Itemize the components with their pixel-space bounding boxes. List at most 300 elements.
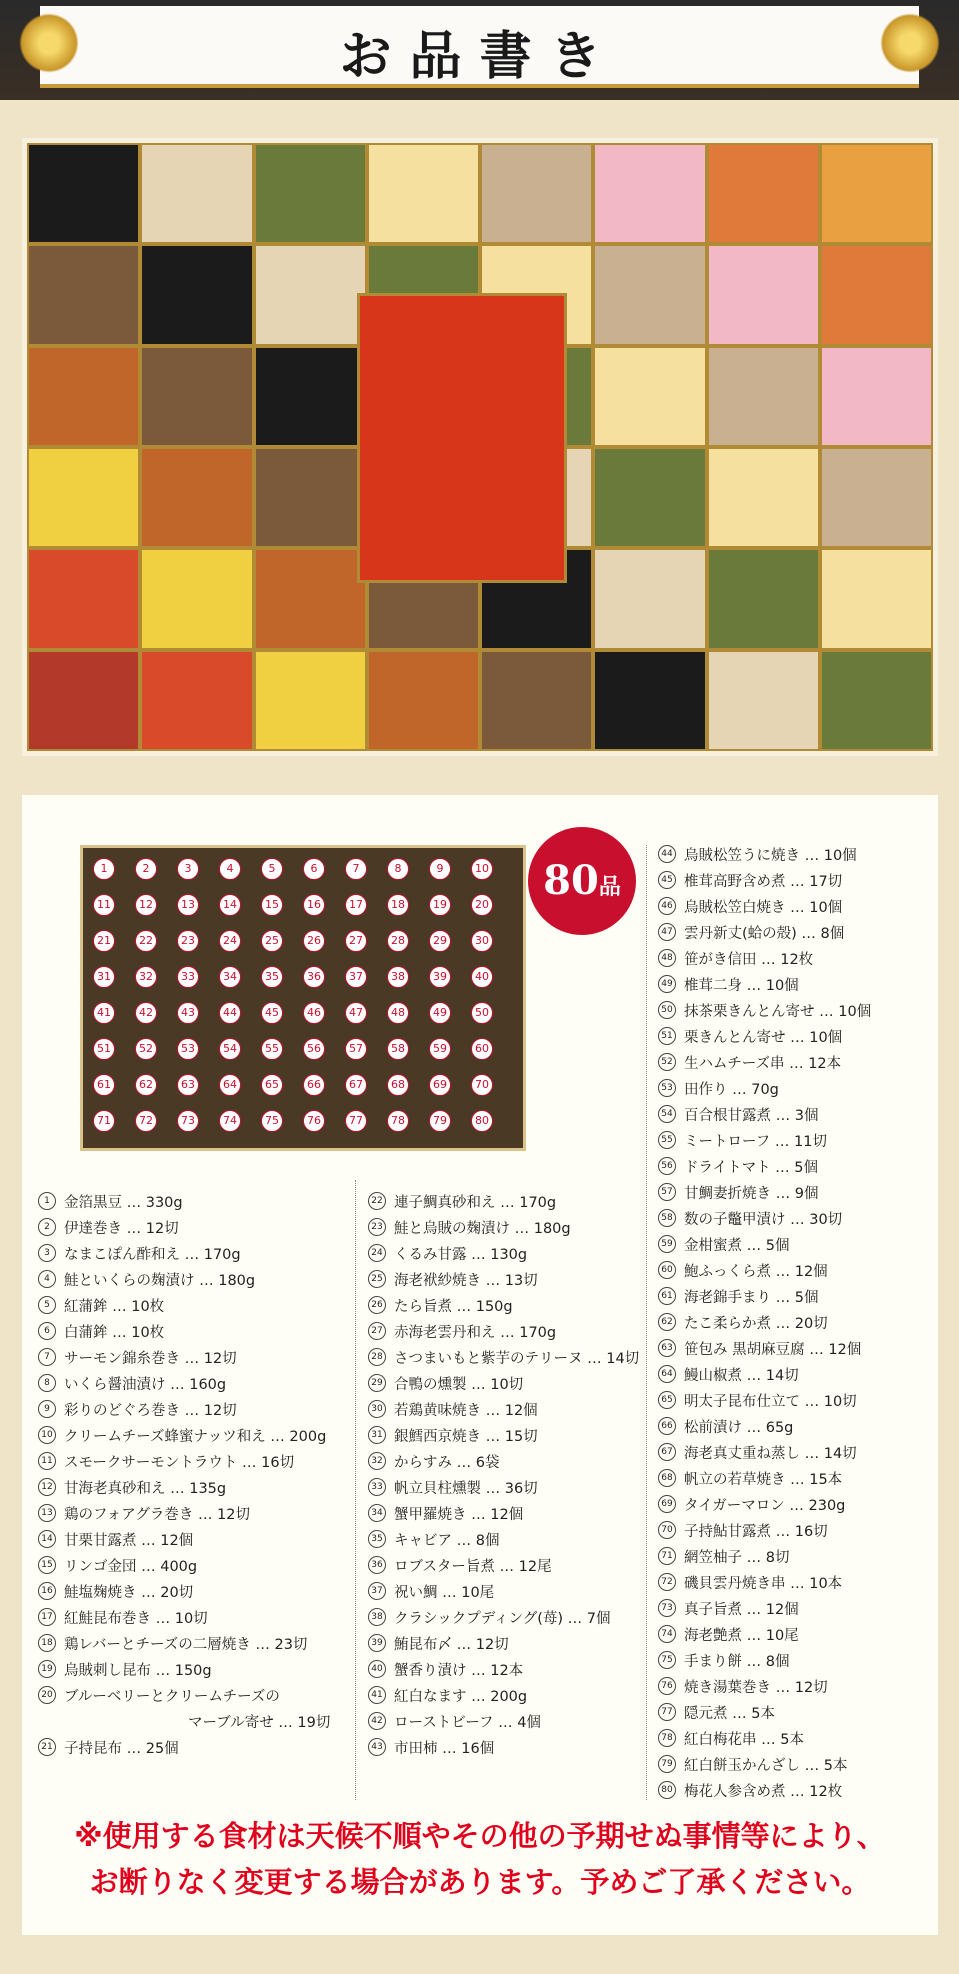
item-number: 60: [658, 1261, 676, 1279]
food-compartment: [254, 143, 367, 244]
diagram-number-marker: 8: [387, 858, 409, 880]
item-label: 椎茸二身 … 10個: [684, 978, 799, 994]
item-label: 明太子昆布仕立て … 10切: [684, 1394, 857, 1410]
item-label: くるみ甘露 … 130g: [394, 1247, 528, 1263]
diagram-number-marker: 16: [303, 894, 325, 916]
diagram-number-marker: 27: [345, 930, 367, 952]
diagram-number-marker: 10: [471, 858, 493, 880]
item-number: 48: [658, 949, 676, 967]
diagram-number-marker: 65: [261, 1074, 283, 1096]
diagram-number-marker: 24: [219, 930, 241, 952]
item-number: 9: [38, 1400, 56, 1418]
menu-column-3: [658, 843, 871, 1805]
diagram-number-marker: 44: [219, 1002, 241, 1024]
item-number: 51: [658, 1027, 676, 1045]
menu-item: [368, 1684, 639, 1710]
diagram-number-marker: 18: [387, 894, 409, 916]
diagram-number-marker: 64: [219, 1074, 241, 1096]
item-label: からすみ … 6袋: [394, 1455, 500, 1471]
food-compartment: [140, 447, 253, 548]
diagram-number-marker: 2: [135, 858, 157, 880]
menu-item: [368, 1554, 639, 1580]
diagram-number-marker: 69: [429, 1074, 451, 1096]
menu-item: [658, 1493, 871, 1519]
diagram-number-marker: 38: [387, 966, 409, 988]
diagram-number-marker: 80: [471, 1110, 493, 1132]
diagram-number-marker: 11: [93, 894, 115, 916]
item-number: 57: [658, 1183, 676, 1201]
diagram-number-marker: 61: [93, 1074, 115, 1096]
diagram-number-marker: 63: [177, 1074, 199, 1096]
diagram-number-marker: 62: [135, 1074, 157, 1096]
item-label: 紅白なます … 200g: [394, 1689, 528, 1705]
notice-line-2: お断りなく変更する場合があります。予めご了承ください。: [89, 1865, 871, 1899]
item-number: 10: [38, 1426, 56, 1444]
item-number: 75: [658, 1651, 676, 1669]
item-label: 金箔黒豆 … 330g: [64, 1195, 183, 1211]
item-number: 63: [658, 1339, 676, 1357]
diagram-number-marker: 58: [387, 1038, 409, 1060]
diagram-number-marker: 47: [345, 1002, 367, 1024]
notice-text: [22, 1813, 938, 1905]
diagram-number-marker: 26: [303, 930, 325, 952]
item-number: 39: [368, 1634, 386, 1652]
item-number: 47: [658, 923, 676, 941]
menu-item: [658, 1545, 871, 1571]
item-label: 梅花人参含め煮 … 12枚: [684, 1784, 843, 1800]
diagram-number-marker: 59: [429, 1038, 451, 1060]
item-label: クリームチーズ蜂蜜ナッツ和え … 200g: [64, 1429, 327, 1445]
menu-item: [658, 1077, 871, 1103]
diagram-number-marker: 41: [93, 1002, 115, 1024]
item-label: 隠元煮 … 5本: [684, 1706, 775, 1722]
diagram-number-marker: 39: [429, 966, 451, 988]
item-label: タイガーマロン … 230g: [684, 1498, 846, 1514]
menu-item: [38, 1424, 330, 1450]
diagram-number-marker: 33: [177, 966, 199, 988]
item-label: 紅蒲鉾 … 10枚: [64, 1299, 165, 1315]
item-label: 帆立の若草焼き … 15本: [684, 1472, 843, 1488]
diagram-number-marker: 34: [219, 966, 241, 988]
item-label: 市田柿 … 16個: [394, 1741, 495, 1757]
menu-item: [658, 947, 871, 973]
item-number: 52: [658, 1053, 676, 1071]
diagram-number-marker: 45: [261, 1002, 283, 1024]
menu-item: [658, 1597, 871, 1623]
item-label: 笹包み 黒胡麻豆腐 … 12個: [684, 1342, 862, 1358]
item-number: 73: [658, 1599, 676, 1617]
item-label: 数の子鼈甲漬け … 30切: [684, 1212, 843, 1228]
item-label: 紅白梅花串 … 5本: [684, 1732, 804, 1748]
food-compartment: [820, 548, 933, 649]
diagram-number-marker: 57: [345, 1038, 367, 1060]
food-compartment: [367, 143, 480, 244]
item-label: 烏賊刺し昆布 … 150g: [64, 1663, 212, 1679]
item-count-unit: 品: [598, 874, 621, 900]
menu-item: [38, 1476, 330, 1502]
item-number: 42: [368, 1712, 386, 1730]
diagram-number-marker: 20: [471, 894, 493, 916]
menu-item: [658, 1207, 871, 1233]
item-label: 生ハムチーズ串 … 12本: [684, 1056, 842, 1072]
food-compartment: [254, 650, 367, 751]
item-label: 子持昆布 … 25個: [64, 1741, 179, 1757]
item-number: 53: [658, 1079, 676, 1097]
diagram-number-marker: 5: [261, 858, 283, 880]
food-compartment: [367, 650, 480, 751]
item-label: ミートローフ … 11切: [684, 1134, 827, 1150]
diagram-number-marker: 25: [261, 930, 283, 952]
item-number: 58: [658, 1209, 676, 1227]
item-number: 50: [658, 1001, 676, 1019]
item-number: 24: [368, 1244, 386, 1262]
menu-item: [658, 921, 871, 947]
item-number: 21: [38, 1738, 56, 1756]
menu-item: [38, 1346, 330, 1372]
diagram-number-marker: 1: [93, 858, 115, 880]
item-label: 栗きんとん寄せ … 10個: [684, 1030, 843, 1046]
diagram-number-marker: 72: [135, 1110, 157, 1132]
menu-item: [658, 1155, 871, 1181]
item-label: 子持鮎甘露煮 … 16切: [684, 1524, 828, 1540]
item-label: 焼き湯葉巻き … 12切: [684, 1680, 828, 1696]
food-compartment: [820, 346, 933, 447]
menu-item: [658, 1285, 871, 1311]
food-compartment: [593, 143, 706, 244]
diagram-number-marker: 67: [345, 1074, 367, 1096]
menu-item: [368, 1528, 639, 1554]
menu-item: [38, 1398, 330, 1424]
diagram-number-marker: 55: [261, 1038, 283, 1060]
food-compartment: [27, 548, 140, 649]
diagram-number-marker: 29: [429, 930, 451, 952]
diagram-number-marker: 48: [387, 1002, 409, 1024]
item-number: 31: [368, 1426, 386, 1444]
item-label: サーモン錦糸巻き … 12切: [64, 1351, 237, 1367]
food-compartment: [27, 346, 140, 447]
item-number: 15: [38, 1556, 56, 1574]
menu-item: [368, 1632, 639, 1658]
osechi-photo: [27, 143, 933, 751]
item-label: 甘栗甘露煮 … 12個: [64, 1533, 194, 1549]
menu-item: [658, 999, 871, 1025]
diagram-number-marker: 14: [219, 894, 241, 916]
diagram-number-marker: 46: [303, 1002, 325, 1024]
item-number: 62: [658, 1313, 676, 1331]
item-number: 20: [38, 1686, 56, 1704]
diagram-number-marker: 13: [177, 894, 199, 916]
menu-column-1: [38, 1190, 330, 1762]
item-label: 烏賊松笠白焼き … 10個: [684, 900, 843, 916]
menu-item: [368, 1216, 639, 1242]
item-number: 40: [368, 1660, 386, 1678]
item-number: 45: [658, 871, 676, 889]
food-compartment: [820, 244, 933, 345]
menu-item: [368, 1268, 639, 1294]
item-label: さつまいもと紫芋のテリーヌ … 14切: [394, 1351, 640, 1367]
menu-item: [38, 1190, 330, 1216]
diagram-number-marker: 35: [261, 966, 283, 988]
diagram-number-marker: 32: [135, 966, 157, 988]
item-number: 25: [368, 1270, 386, 1288]
menu-column-2: [368, 1190, 639, 1762]
item-number: 32: [368, 1452, 386, 1470]
item-label: なまこぽん酢和え … 170g: [64, 1247, 241, 1263]
diagram-number-marker: 60: [471, 1038, 493, 1060]
item-number: 35: [368, 1530, 386, 1548]
item-label: スモークサーモントラウト … 16切: [64, 1455, 295, 1471]
menu-item: [658, 1467, 871, 1493]
diagram-number-marker: 7: [345, 858, 367, 880]
diagram-number-marker: 71: [93, 1110, 115, 1132]
page-title: お品書き: [339, 26, 620, 87]
item-number: 67: [658, 1443, 676, 1461]
menu-item: [368, 1580, 639, 1606]
food-compartment: [593, 548, 706, 649]
menu-item: [658, 1701, 871, 1727]
menu-item: [38, 1606, 330, 1632]
menu-panel: [22, 795, 938, 1935]
menu-item: [368, 1450, 639, 1476]
item-label: 網笠柚子 … 8切: [684, 1550, 790, 1566]
menu-item: [368, 1606, 639, 1632]
menu-item: [658, 1675, 871, 1701]
item-label: 甘海老真砂和え … 135g: [64, 1481, 227, 1497]
menu-item: [38, 1320, 330, 1346]
item-number: 7: [38, 1348, 56, 1366]
menu-item: [658, 1623, 871, 1649]
item-label: たこ柔らか煮 … 20切: [684, 1316, 828, 1332]
item-label: 蟹甲羅焼き … 12個: [394, 1507, 524, 1523]
item-number: 8: [38, 1374, 56, 1392]
menu-item: [368, 1372, 639, 1398]
food-compartment: [707, 244, 820, 345]
item-label: 磯貝雲丹焼き串 … 10本: [684, 1576, 843, 1592]
item-number: 23: [368, 1218, 386, 1236]
item-label: 金柑蜜煮 … 5個: [684, 1238, 790, 1254]
food-compartment: [820, 447, 933, 548]
item-label: 鮭と烏賊の麹漬け … 180g: [394, 1221, 571, 1237]
item-number: 29: [368, 1374, 386, 1392]
menu-item: [658, 1233, 871, 1259]
item-number: 43: [368, 1738, 386, 1756]
item-number: 1: [38, 1192, 56, 1210]
diagram-number-marker: 4: [219, 858, 241, 880]
item-label: 蟹香り漬け … 12本: [394, 1663, 524, 1679]
diagram-number-marker: 28: [387, 930, 409, 952]
item-number: 71: [658, 1547, 676, 1565]
item-label: ドライトマト … 5個: [684, 1160, 819, 1176]
diagram-number-marker: 75: [261, 1110, 283, 1132]
diagram-number-marker: 52: [135, 1038, 157, 1060]
food-compartment: [707, 548, 820, 649]
diagram-number-marker: 17: [345, 894, 367, 916]
food-compartment: [820, 650, 933, 751]
menu-item: [368, 1294, 639, 1320]
menu-item: [368, 1424, 639, 1450]
item-label: 若鶏黄味焼き … 12個: [394, 1403, 538, 1419]
food-compartment: [140, 650, 253, 751]
food-compartment: [707, 143, 820, 244]
item-number: 34: [368, 1504, 386, 1522]
menu-item: [368, 1346, 639, 1372]
diagram-number-marker: 3: [177, 858, 199, 880]
diagram-number-marker: 53: [177, 1038, 199, 1060]
item-number: 74: [658, 1625, 676, 1643]
menu-item: [368, 1502, 639, 1528]
numbered-diagram: [80, 845, 526, 1151]
item-number: 56: [658, 1157, 676, 1175]
menu-item: [658, 1727, 871, 1753]
diagram-number-marker: 79: [429, 1110, 451, 1132]
diagram-number-marker: 51: [93, 1038, 115, 1060]
item-label: 笹がき信田 … 12枚: [684, 952, 814, 968]
menu-item: [368, 1242, 639, 1268]
menu-item: [368, 1476, 639, 1502]
food-compartment: [593, 244, 706, 345]
menu-item: [38, 1580, 330, 1606]
item-number: 46: [658, 897, 676, 915]
item-number: 77: [658, 1703, 676, 1721]
header-banner: [0, 0, 959, 100]
diagram-number-marker: 66: [303, 1074, 325, 1096]
diagram-number-marker: 76: [303, 1110, 325, 1132]
item-number: 64: [658, 1365, 676, 1383]
food-compartment: [140, 244, 253, 345]
food-compartment: [707, 447, 820, 548]
food-compartment: [593, 447, 706, 548]
menu-item: [368, 1320, 639, 1346]
item-number: 38: [368, 1608, 386, 1626]
item-number: 37: [368, 1582, 386, 1600]
item-number: 65: [658, 1391, 676, 1409]
diagram-number-marker: 74: [219, 1110, 241, 1132]
item-label: 海老真丈重ね蒸し … 14切: [684, 1446, 857, 1462]
menu-item: [658, 1753, 871, 1779]
diagram-number-marker: 36: [303, 966, 325, 988]
diagram-number-marker: 49: [429, 1002, 451, 1024]
item-number: 44: [658, 845, 676, 863]
diagram-number-marker: 30: [471, 930, 493, 952]
food-compartment: [27, 143, 140, 244]
menu-item: [38, 1554, 330, 1580]
menu-item: [658, 1389, 871, 1415]
diagram-number-marker: 70: [471, 1074, 493, 1096]
product-photo-frame: [22, 138, 938, 756]
item-number: 4: [38, 1270, 56, 1288]
menu-item: [658, 973, 871, 999]
diagram-number-marker: 43: [177, 1002, 199, 1024]
item-label: マーブル寄せ … 19切: [188, 1715, 331, 1731]
item-number: 26: [368, 1296, 386, 1314]
food-compartment: [480, 650, 593, 751]
item-number: 72: [658, 1573, 676, 1591]
item-number: 33: [368, 1478, 386, 1496]
menu-item: [658, 1779, 871, 1805]
menu-item: [658, 843, 871, 869]
item-number: 13: [38, 1504, 56, 1522]
item-number: 19: [38, 1660, 56, 1678]
menu-item: [658, 1259, 871, 1285]
menu-item: [658, 1363, 871, 1389]
item-number: 11: [38, 1452, 56, 1470]
food-compartment: [27, 244, 140, 345]
item-label: 田作り … 70g: [684, 1082, 779, 1098]
menu-item: [38, 1216, 330, 1242]
diagram-number-marker: 12: [135, 894, 157, 916]
item-number: 55: [658, 1131, 676, 1149]
item-number: 14: [38, 1530, 56, 1548]
item-number: 28: [368, 1348, 386, 1366]
item-number: 69: [658, 1495, 676, 1513]
item-number: 79: [658, 1755, 676, 1773]
food-compartment: [140, 143, 253, 244]
diagram-number-marker: 6: [303, 858, 325, 880]
item-label: 海老艶煮 … 10尾: [684, 1628, 799, 1644]
food-compartment: [254, 244, 367, 345]
menu-item: [368, 1736, 639, 1762]
menu-item: [658, 1415, 871, 1441]
item-label: 海老袱紗焼き … 13切: [394, 1273, 538, 1289]
item-label: 合鴨の燻製 … 10切: [394, 1377, 524, 1393]
item-label: 鶏レバーとチーズの二層焼き … 23切: [64, 1637, 308, 1653]
item-label: クラシックプディング(苺) … 7個: [394, 1611, 611, 1627]
item-label: 真子旨煮 … 12個: [684, 1602, 799, 1618]
item-label: 甘鯛妻折焼き … 9個: [684, 1186, 819, 1202]
item-label: 手まり餅 … 8個: [684, 1654, 790, 1670]
item-number: 78: [658, 1729, 676, 1747]
diagram-number-marker: 50: [471, 1002, 493, 1024]
menu-item: [38, 1450, 330, 1476]
item-label: 銀鱈西京焼き … 15切: [394, 1429, 538, 1445]
item-label: 抹茶栗きんとん寄せ … 10個: [684, 1004, 872, 1020]
item-number: 80: [658, 1781, 676, 1799]
notice-line-1: ※使用する食材は天候不順やその他の予期せぬ事情等により、: [74, 1819, 886, 1853]
diagram-number-marker: 40: [471, 966, 493, 988]
item-label: 椎茸高野含め煮 … 17切: [684, 874, 843, 890]
food-compartment: [254, 548, 367, 649]
item-number: 66: [658, 1417, 676, 1435]
item-number: 68: [658, 1469, 676, 1487]
menu-item: [38, 1710, 330, 1736]
item-label: 帆立貝柱燻製 … 36切: [394, 1481, 538, 1497]
food-compartment: [820, 143, 933, 244]
diagram-number-marker: 56: [303, 1038, 325, 1060]
menu-item: [658, 1181, 871, 1207]
menu-item: [658, 1311, 871, 1337]
item-label: キャビア … 8個: [394, 1533, 500, 1549]
menu-item: [658, 1519, 871, 1545]
item-label: 鮭塩麹焼き … 20切: [64, 1585, 194, 1601]
column-divider: [355, 1180, 356, 1800]
item-number: 70: [658, 1521, 676, 1539]
item-label: 連子鯛真砂和え … 170g: [394, 1195, 557, 1211]
item-label: ブルーベリーとクリームチーズの: [64, 1689, 280, 1705]
item-label: 伊達巻き … 12切: [64, 1221, 179, 1237]
menu-item: [38, 1528, 330, 1554]
diagram-number-marker: 68: [387, 1074, 409, 1096]
menu-item: [658, 1571, 871, 1597]
food-compartment: [140, 346, 253, 447]
menu-item: [368, 1190, 639, 1216]
diagram-number-marker: 78: [387, 1110, 409, 1132]
item-label: 雲丹新丈(蛤の殻) … 8個: [684, 926, 845, 942]
menu-item: [658, 1441, 871, 1467]
item-number: 3: [38, 1244, 56, 1262]
item-label: 彩りのどぐろ巻き … 12切: [64, 1403, 237, 1419]
diagram-number-marker: 31: [93, 966, 115, 988]
diagram-number-marker: 73: [177, 1110, 199, 1132]
